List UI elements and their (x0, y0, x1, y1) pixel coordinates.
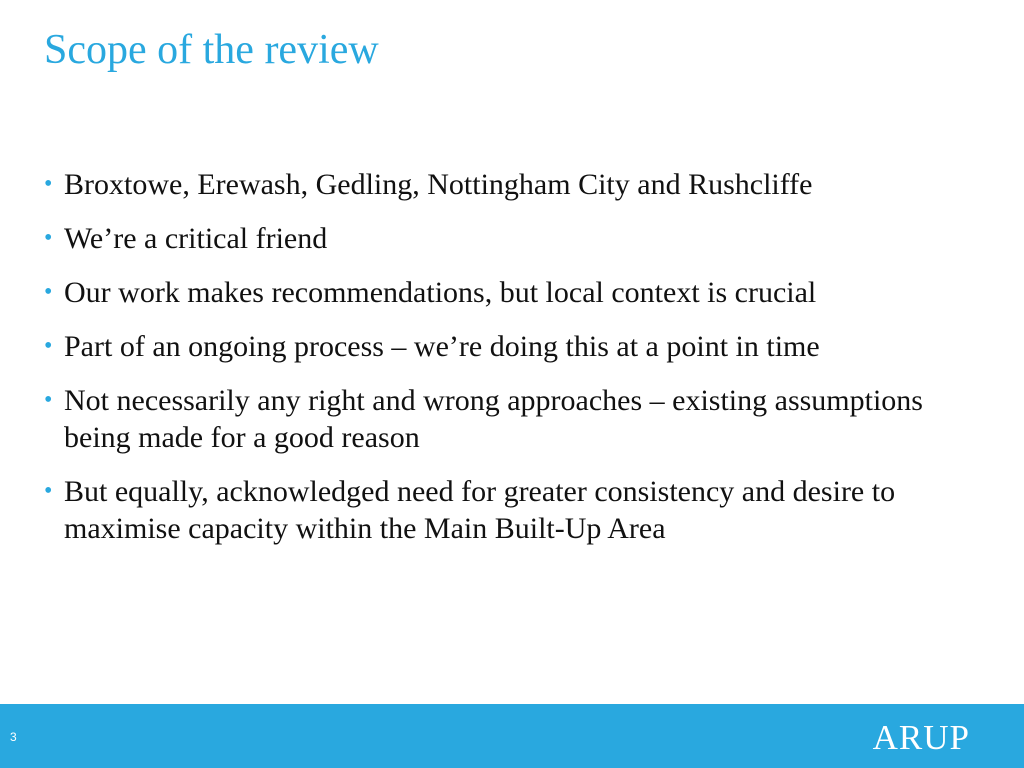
bullet-item (44, 382, 974, 456)
bullet-text: Part of an ongoing process – we’re doing this at a point in time (64, 330, 820, 363)
bullet-icon: • (44, 333, 53, 359)
bullet-icon: • (44, 225, 53, 251)
bullet-item (44, 220, 974, 257)
bullet-text: But equally, acknowledged need for greater consistency and desire to maximise capacity within the Main Built-Up Area (64, 475, 896, 545)
bullet-item (44, 473, 974, 547)
bullet-icon: • (44, 171, 53, 197)
bullet-item (44, 274, 974, 311)
slide-title: Scope of the review (44, 27, 379, 73)
bullet-text: Our work makes recommendations, but local context is crucial (64, 276, 817, 309)
page-number: 3 (10, 730, 17, 744)
bullet-item (44, 166, 974, 203)
bullet-item (44, 328, 974, 365)
bullet-text: Not necessarily any right and wrong approaches – existing assumptions being made for a good reason (64, 384, 923, 454)
bullet-icon: • (44, 478, 53, 504)
footer-bar (0, 704, 1024, 768)
arup-logo: ARUP (872, 718, 970, 757)
bullet-icon: • (44, 387, 53, 413)
bullet-list (44, 166, 974, 564)
bullet-icon: • (44, 279, 53, 305)
bullet-text: Broxtowe, Erewash, Gedling, Nottingham City and Rushcliffe (64, 168, 813, 201)
bullet-text: We’re a critical friend (64, 222, 328, 255)
